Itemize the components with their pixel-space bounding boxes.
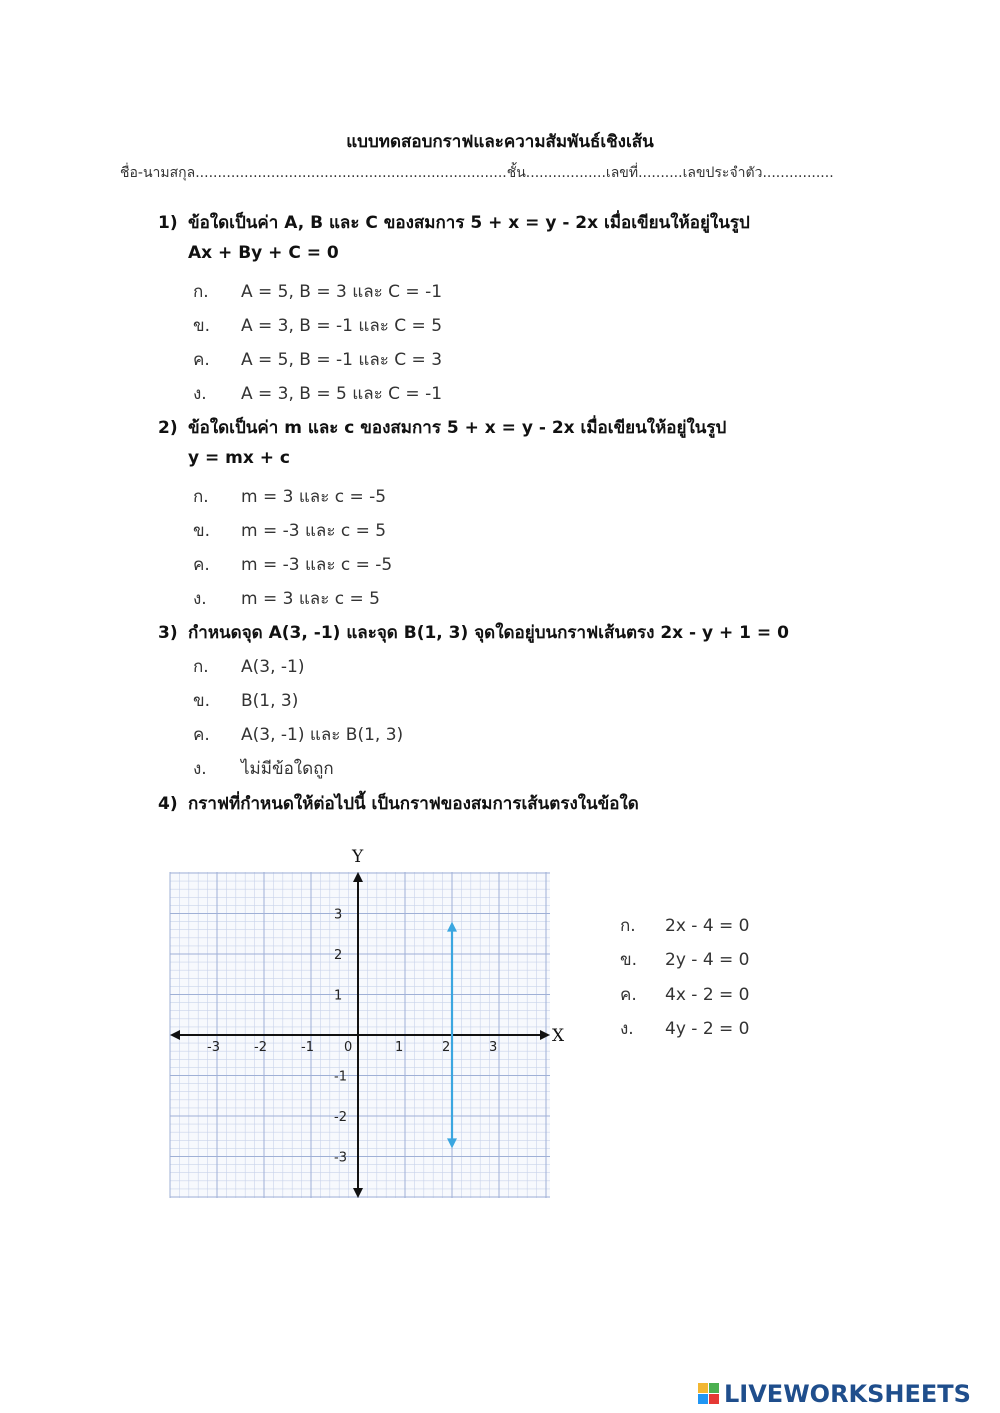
option-3c[interactable] (193, 721, 403, 748)
x-tick-label: -1 (301, 1040, 314, 1055)
option-3a[interactable] (193, 653, 304, 680)
option-3b[interactable] (193, 687, 298, 714)
option-label: ก. (620, 916, 636, 936)
x-tick-label: 1 (395, 1040, 404, 1055)
option-text: B(1, 3) (241, 691, 299, 711)
option-text: 2x - 4 = 0 (665, 916, 750, 936)
liveworksheets-logo[interactable] (698, 1380, 971, 1408)
option-text: ไม่มีข้อใดถูก (241, 759, 334, 779)
option-text: 2y - 4 = 0 (665, 950, 750, 970)
y-tick-label: -3 (334, 1150, 347, 1166)
y-tick-label: -2 (334, 1110, 347, 1125)
option-4a[interactable] (620, 912, 750, 939)
option-text: A(3, -1) (241, 657, 305, 677)
question-text: ข้อใดเป็นค่า A, B และ C ของสมการ 5 + x = y - 2x เมื่อเขียนให้อยู่ในรูป (188, 213, 750, 233)
option-label: ข. (193, 316, 211, 336)
option-2b[interactable] (193, 517, 386, 544)
option-text: m = -3 และ c = -5 (241, 555, 393, 575)
option-label: ง. (193, 384, 207, 404)
option-text: A(3, -1) และ B(1, 3) (241, 725, 404, 745)
y-tick-label: -1 (334, 1069, 347, 1085)
worksheet-title: แบบทดสอบกราฟและความสัมพันธ์เชิงเส้น (346, 132, 654, 152)
option-label: ก. (193, 657, 209, 677)
question-text: ข้อใดเป็นค่า m และ c ของสมการ 5 + x = y - 2x เมื่อเขียนให้อยู่ในรูป (188, 418, 727, 438)
question-number: 3) (158, 623, 178, 643)
student-info-line: ชื่อ-นามสกุล......................................................................ชั้น..................เลขที่..........เลขประจำตัว................ (120, 165, 834, 181)
option-text: 4y - 2 = 0 (665, 1019, 750, 1039)
option-label: ข. (193, 691, 211, 711)
option-label: ง. (620, 1019, 634, 1039)
question-number: 4) (158, 794, 178, 814)
option-2a[interactable] (193, 483, 386, 510)
x-tick-label: 3 (489, 1040, 498, 1055)
brand-name: LIVEWORKSHEETS (724, 1380, 971, 1408)
question-4 (158, 790, 639, 817)
option-label: ข. (620, 950, 638, 970)
question-text: กราฟที่กำหนดให้ต่อไปนี้ เป็นกราฟของสมการเส้นตรงในข้อใด (188, 794, 639, 814)
x-tick-label: 2 (442, 1040, 451, 1055)
option-1c[interactable] (193, 346, 442, 373)
x-tick-label: 0 (344, 1040, 353, 1055)
option-text: 4x - 2 = 0 (665, 985, 750, 1005)
x-tick-label: -3 (207, 1040, 220, 1055)
question-2-continuation: y = mx + c (188, 448, 290, 468)
option-label: ก. (193, 282, 209, 302)
option-label: ค. (193, 725, 210, 745)
option-label: ค. (620, 985, 637, 1005)
coordinate-graph (160, 840, 580, 1202)
question-1 (158, 209, 750, 236)
question-2 (158, 414, 726, 441)
option-4b[interactable] (620, 946, 750, 973)
question-number: 1) (158, 213, 178, 233)
question-1-continuation: Ax + By + C = 0 (188, 243, 339, 263)
option-label: ง. (193, 589, 207, 609)
option-text: A = 3, B = -1 และ C = 5 (241, 316, 443, 336)
option-4d[interactable] (620, 1015, 750, 1042)
question-number: 2) (158, 418, 178, 438)
question-text: กำหนดจุด A(3, -1) และจุด B(1, 3) จุดใดอยู่บนกราฟเส้นตรง 2x - y + 1 = 0 (188, 623, 789, 643)
option-2c[interactable] (193, 551, 392, 578)
y-tick-label: 2 (334, 948, 343, 963)
option-1a[interactable] (193, 278, 442, 305)
option-4c[interactable] (620, 981, 750, 1008)
option-1b[interactable] (193, 312, 442, 339)
option-text: A = 5, B = -1 และ C = 3 (241, 350, 443, 370)
y-tick-label: 1 (334, 988, 343, 1004)
option-label: ง. (193, 759, 207, 779)
option-label: ค. (193, 350, 210, 370)
option-3d[interactable] (193, 755, 334, 782)
brand-icon (698, 1383, 720, 1405)
option-text: A = 3, B = 5 และ C = -1 (241, 384, 443, 404)
question-3 (158, 619, 789, 646)
option-label: ข. (193, 521, 211, 541)
y-axis-label: Y (352, 847, 364, 867)
option-text: m = 3 และ c = -5 (241, 487, 387, 507)
option-label: ค. (193, 555, 210, 575)
option-label: ก. (193, 487, 209, 507)
x-tick-label: -2 (254, 1040, 267, 1055)
option-text: m = 3 และ c = 5 (241, 589, 380, 609)
option-2d[interactable] (193, 585, 380, 612)
option-text: A = 5, B = 3 และ C = -1 (241, 282, 443, 302)
y-tick-label: 3 (334, 907, 343, 923)
x-axis-label: X (552, 1026, 565, 1046)
option-1d[interactable] (193, 380, 442, 407)
option-text: m = -3 และ c = 5 (241, 521, 387, 541)
